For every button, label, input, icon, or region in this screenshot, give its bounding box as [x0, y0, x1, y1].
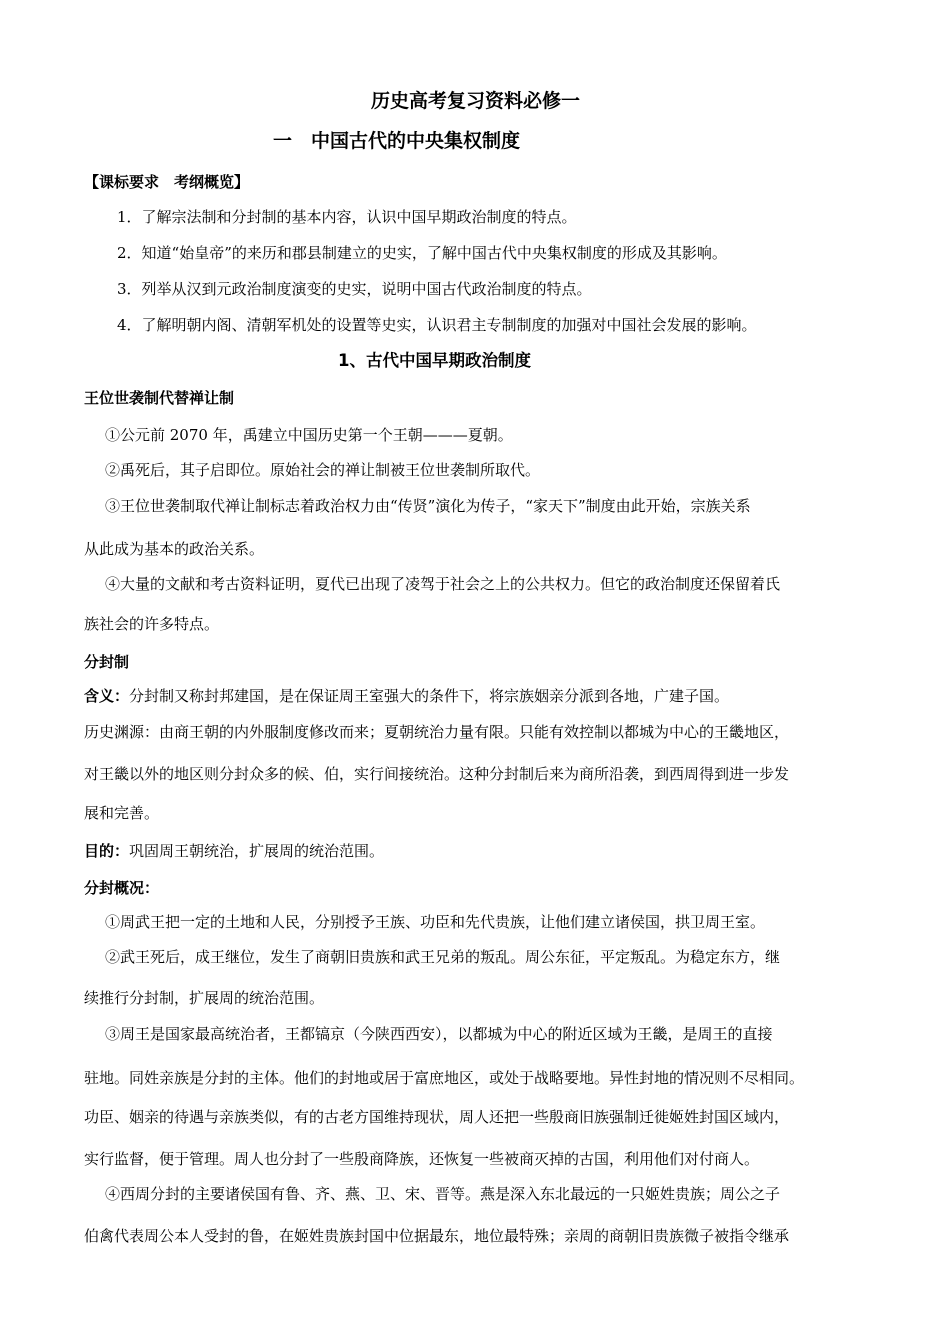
paragraph-line: ②武王死后，成王继位，发生了商朝旧贵族和武王兄弟的叛乱。周公东征，平定叛乱。为稳定东方，继	[105, 948, 781, 966]
purpose-line	[84, 841, 384, 861]
paragraph-line: ④大量的文献和考古资料证明，夏代已出现了凌驾于社会之上的公共权力。但它的政治制度还保留着氏	[105, 575, 781, 593]
paragraph-line: 对王畿以外的地区则分封众多的候、伯，实行间接统治。这种分封制后来为商所沿袭，到西周得到进一步发	[84, 765, 790, 783]
standard-item: 2．知道“始皇帝”的来历和郡县制建立的史实，了解中国古代中央集权制度的形成及其影响。	[117, 244, 727, 262]
standard-item: 4．了解明朝内阁、清朝军机处的设置等史实，认识君主专制制度的加强对中国社会发展的影响。	[117, 316, 757, 334]
paragraph-line: ①公元前 2070 年，禹建立中国历史第一个王朝———夏朝。	[105, 426, 513, 444]
overview-label: 分封概况：	[84, 879, 160, 897]
paragraph-line: 功臣、姻亲的待遇与亲族类似，有的古老方国维持现状，周人还把一些殷商旧族强制迁徙姬姓封国区域内，	[84, 1108, 790, 1126]
meaning-line	[84, 686, 729, 706]
meaning-label: 含义：	[84, 687, 130, 705]
paragraph-line: ③王位世袭制取代禅让制标志着政治权力由“传贤”演化为传子，“家天下”制度由此开始，宗族关系	[105, 497, 751, 515]
standard-item: 1．了解宗法制和分封制的基本内容，认识中国早期政治制度的特点。	[117, 208, 577, 226]
paragraph-line: ③周王是国家最高统治者，王都镐京（今陕西西安），以都城为中心的附近区域为王畿，是周王的直接	[105, 1025, 773, 1043]
paragraph-line: 展和完善。	[84, 804, 160, 822]
paragraph-line: 族社会的许多特点。	[84, 615, 220, 633]
paragraph-line: 续推行分封制，扩展周的统治范围。	[84, 989, 325, 1007]
paragraph-line: 实行监督，便于管理。周人也分封了一些殷商降族，还恢复一些被商灭掉的古国，利用他们对付商人。	[84, 1150, 760, 1168]
meaning-text: 分封制又称封邦建国，是在保证周王室强大的条件下，将宗族姻亲分派到各地，广建子国。	[129, 687, 730, 705]
paragraph-line: 驻地。同姓亲族是分封的主体。他们的封地或居于富庶地区，或处于战略要地。异性封地的情况则不尽相同。	[84, 1069, 805, 1087]
standards-heading: 【课标要求 考纲概览】	[84, 173, 250, 191]
paragraph-line: ①周武王把一定的土地和人民，分别授予王族、功臣和先代贵族，让他们建立诸侯国，拱卫周王室。	[105, 913, 766, 931]
subsection-title: 王位世袭制代替禅让制	[84, 389, 235, 407]
subsection-title: 分封制	[84, 653, 130, 671]
purpose-label: 目的：	[84, 842, 130, 860]
paragraph-line: ④西周分封的主要诸侯国有鲁、齐、燕、卫、宋、晋等。燕是深入东北最远的一只姬姓贵族；周公之子	[105, 1185, 781, 1203]
chapter-title: 一 中国古代的中央集权制度	[273, 130, 521, 152]
paragraph-line: 历史渊源：由商王朝的内外服制度修改而来；夏朝统治力量有限。只能有效控制以都城为中心的王畿地区，	[84, 723, 790, 741]
document-title: 历史高考复习资料必修一	[371, 90, 581, 112]
standard-item: 3．列举从汉到元政治制度演变的史实，说明中国古代政治制度的特点。	[117, 280, 592, 298]
paragraph-line: 伯禽代表周公本人受封的鲁，在姬姓贵族封国中位据最东，地位最特殊；亲周的商朝旧贵族微子被指令继承	[84, 1227, 790, 1245]
section-title: 1、古代中国早期政治制度	[338, 351, 531, 370]
purpose-text: 巩固周王朝统治，扩展周的统治范围。	[129, 842, 385, 860]
paragraph-line: 从此成为基本的政治关系。	[84, 540, 265, 558]
paragraph-line: ②禹死后，其子启即位。原始社会的禅让制被王位世袭制所取代。	[105, 461, 541, 479]
